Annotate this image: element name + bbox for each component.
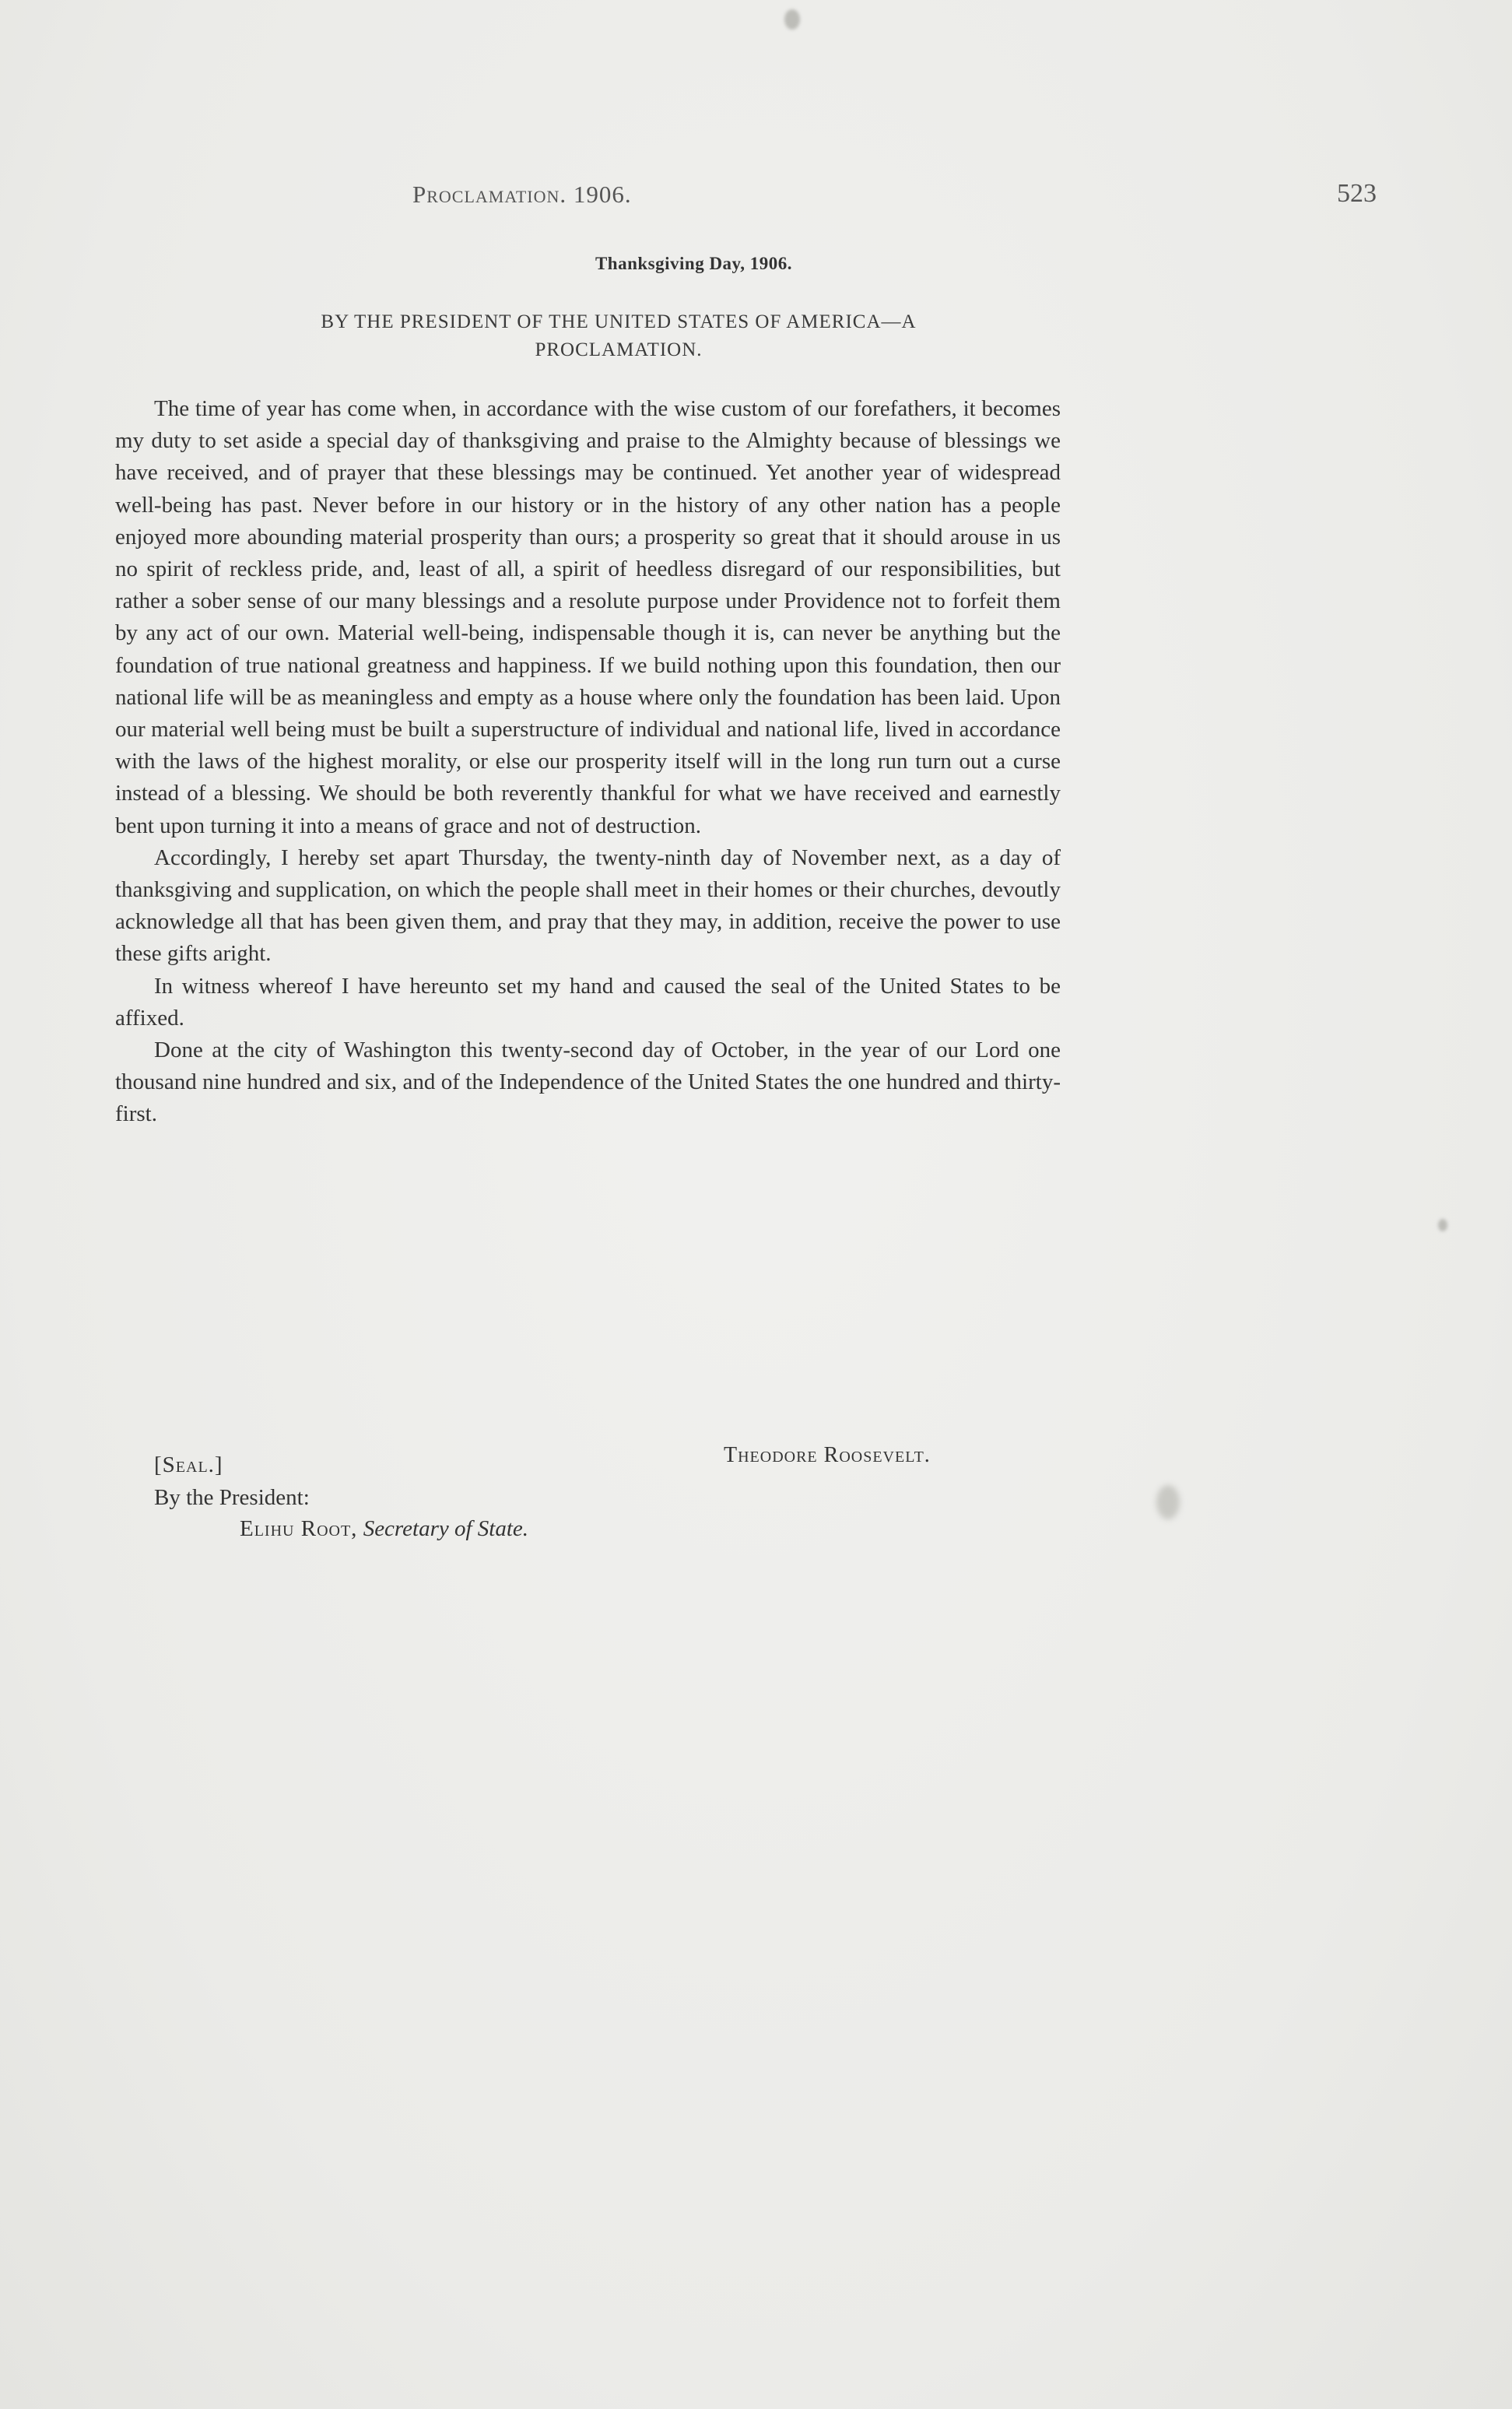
paragraph-1: The time of year has come when, in accordance with the wise custom of our forefathers, it becomes my duty to set aside a special day of thanksgiving and praise to the Almighty because of blessings we have received, and of prayer that these blessings may be continued. Yet another year of widespread well-being has past. Never before in our history or in the history of any other nation has a people enjoyed more abounding material prosperity than ours; a prosperity so great that it should arouse in us no spirit of reckless pride, and, least of all, a spirit of heedless disregard of our responsibilities, but rather a sober sense of our many blessings and a resolute purpose under Providence not to forfeit them by any act of our own. Material well-being, indispensable though it is, can never be anything but the foundation of true national greatness and happiness. If we build nothing upon this foundation, then our national life will be as meaningless and empty as a house where only the foundation has been laid. Upon our material well being must be built a superstructure of individual and national life, lived in accordance with the laws of the highest morality, or else our prosperity itself will in the long run turn out a curse instead of a blessing. We should be both reverently thankful for what we have received and earnestly bent upon turning it into a means of grace and not of destruction.	[115, 396, 1061, 838]
heading-line-1: BY THE PRESIDENT OF THE UNITED STATES OF AMERICA—A	[321, 311, 917, 332]
signature-block	[115, 1443, 1061, 1544]
paragraph-3: In witness whereof I have hereunto set my hand and caused the seal of the United States to be affixed.	[115, 973, 1061, 1031]
scan-smudge	[1156, 1485, 1180, 1519]
document-title: Thanksgiving Day, 1906.	[595, 254, 793, 273]
secretary-title: Secretary of State.	[363, 1516, 529, 1541]
running-head	[0, 181, 1512, 219]
scan-speck	[784, 9, 800, 30]
seal-signature-row	[115, 1443, 1061, 1482]
president-signature: Theodore Roosevelt.	[724, 1443, 931, 1467]
by-the-president: By the President:	[154, 1485, 310, 1510]
paragraph-4: Done at the city of Washington this twenty-second day of October, in the year of our Lord one thousand nine hundred and six, and of the Independence of the United States the one hundred and thirty-first.	[115, 1038, 1061, 1127]
page-number: 523	[1337, 179, 1377, 208]
running-head-title: Proclamation. 1906.	[412, 181, 632, 208]
heading-line-2: PROCLAMATION.	[535, 339, 703, 360]
scan-speck	[1438, 1219, 1447, 1231]
paragraph-2: Accordingly, I hereby set apart Thursday, the twenty-ninth day of November next, as a day of thanksgiving and supplication, on which the people shall meet in their homes or their churches, devoutly acknowledge all that has been given them, and pray that they may, in addition, receive the power to use these gifts aright.	[115, 845, 1061, 967]
seal-marker: [Seal.]	[154, 1452, 223, 1477]
proclamation-body	[115, 393, 1061, 1131]
proclamation-heading	[179, 308, 1058, 364]
secretary-name: Elihu Root,	[240, 1516, 358, 1541]
secretary-line	[240, 1513, 1061, 1544]
